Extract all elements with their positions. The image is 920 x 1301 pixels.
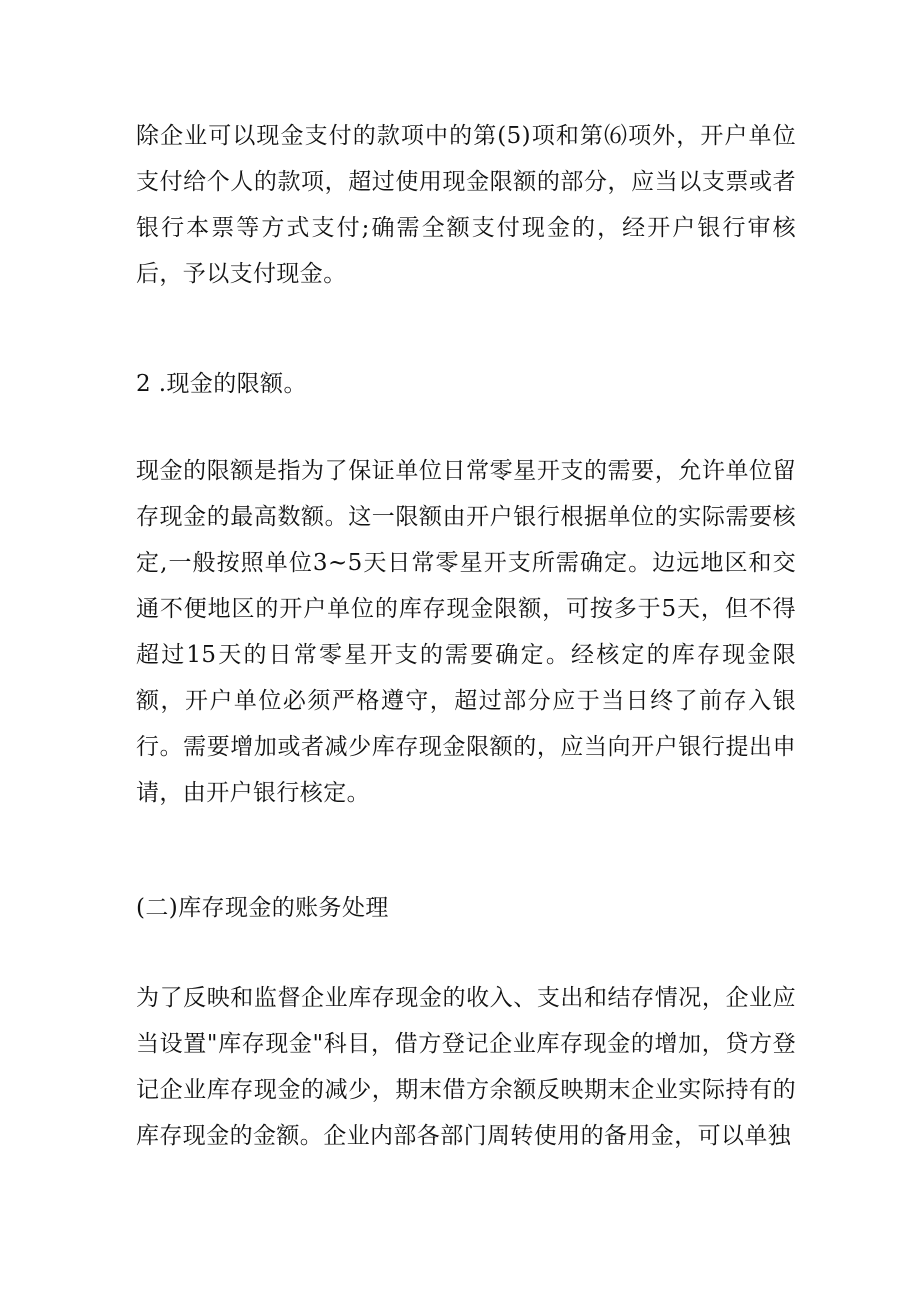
paragraph-cash-accounting: 为了反映和监督企业库存现金的收入、支出和结存情况，企业应当设置"库存现金"科目，借方登记企业库存现金的增加，贷方登记企业库存现金的减少，期末借方余额反映期末企业实际持有的库存现金的金额。企业内部各部门周转使用的备用金，可以单独: [136, 985, 796, 1149]
paragraph-cash-limit: 现金的限额是指为了保证单位日常零星开支的需要，允许单位留存现金的最高数额。这一限额由开户银行根据单位的实际需要核定,一般按照单位3~5天日常零星开支所需确定。边远地区和交通不便地区的开户单位的库存现金限额，可按多于5天，但不得超过15天的日常零星开支的需要确定。经核定的库存现金限额，开户单位必须严格遵守，超过部分应于当日终了前存入银行。需要增加或者减少库存现金限额的，应当向开户银行提出申请，由开户银行核定。: [136, 458, 796, 806]
paragraph-cash-payment-rules: 除企业可以现金支付的款项中的第(5)项和第⑹项外，开户单位支付给个人的款项，超过使用现金限额的部分，应当以支票或者银行本票等方式支付;确需全额支付现金的，经开户银行审核后，予以支付现金。: [136, 123, 796, 287]
section-heading-cash-accounting: (二)库存现金的账务处理: [136, 895, 389, 921]
section-heading-cash-limit: 2 .现金的限额。: [136, 371, 307, 397]
